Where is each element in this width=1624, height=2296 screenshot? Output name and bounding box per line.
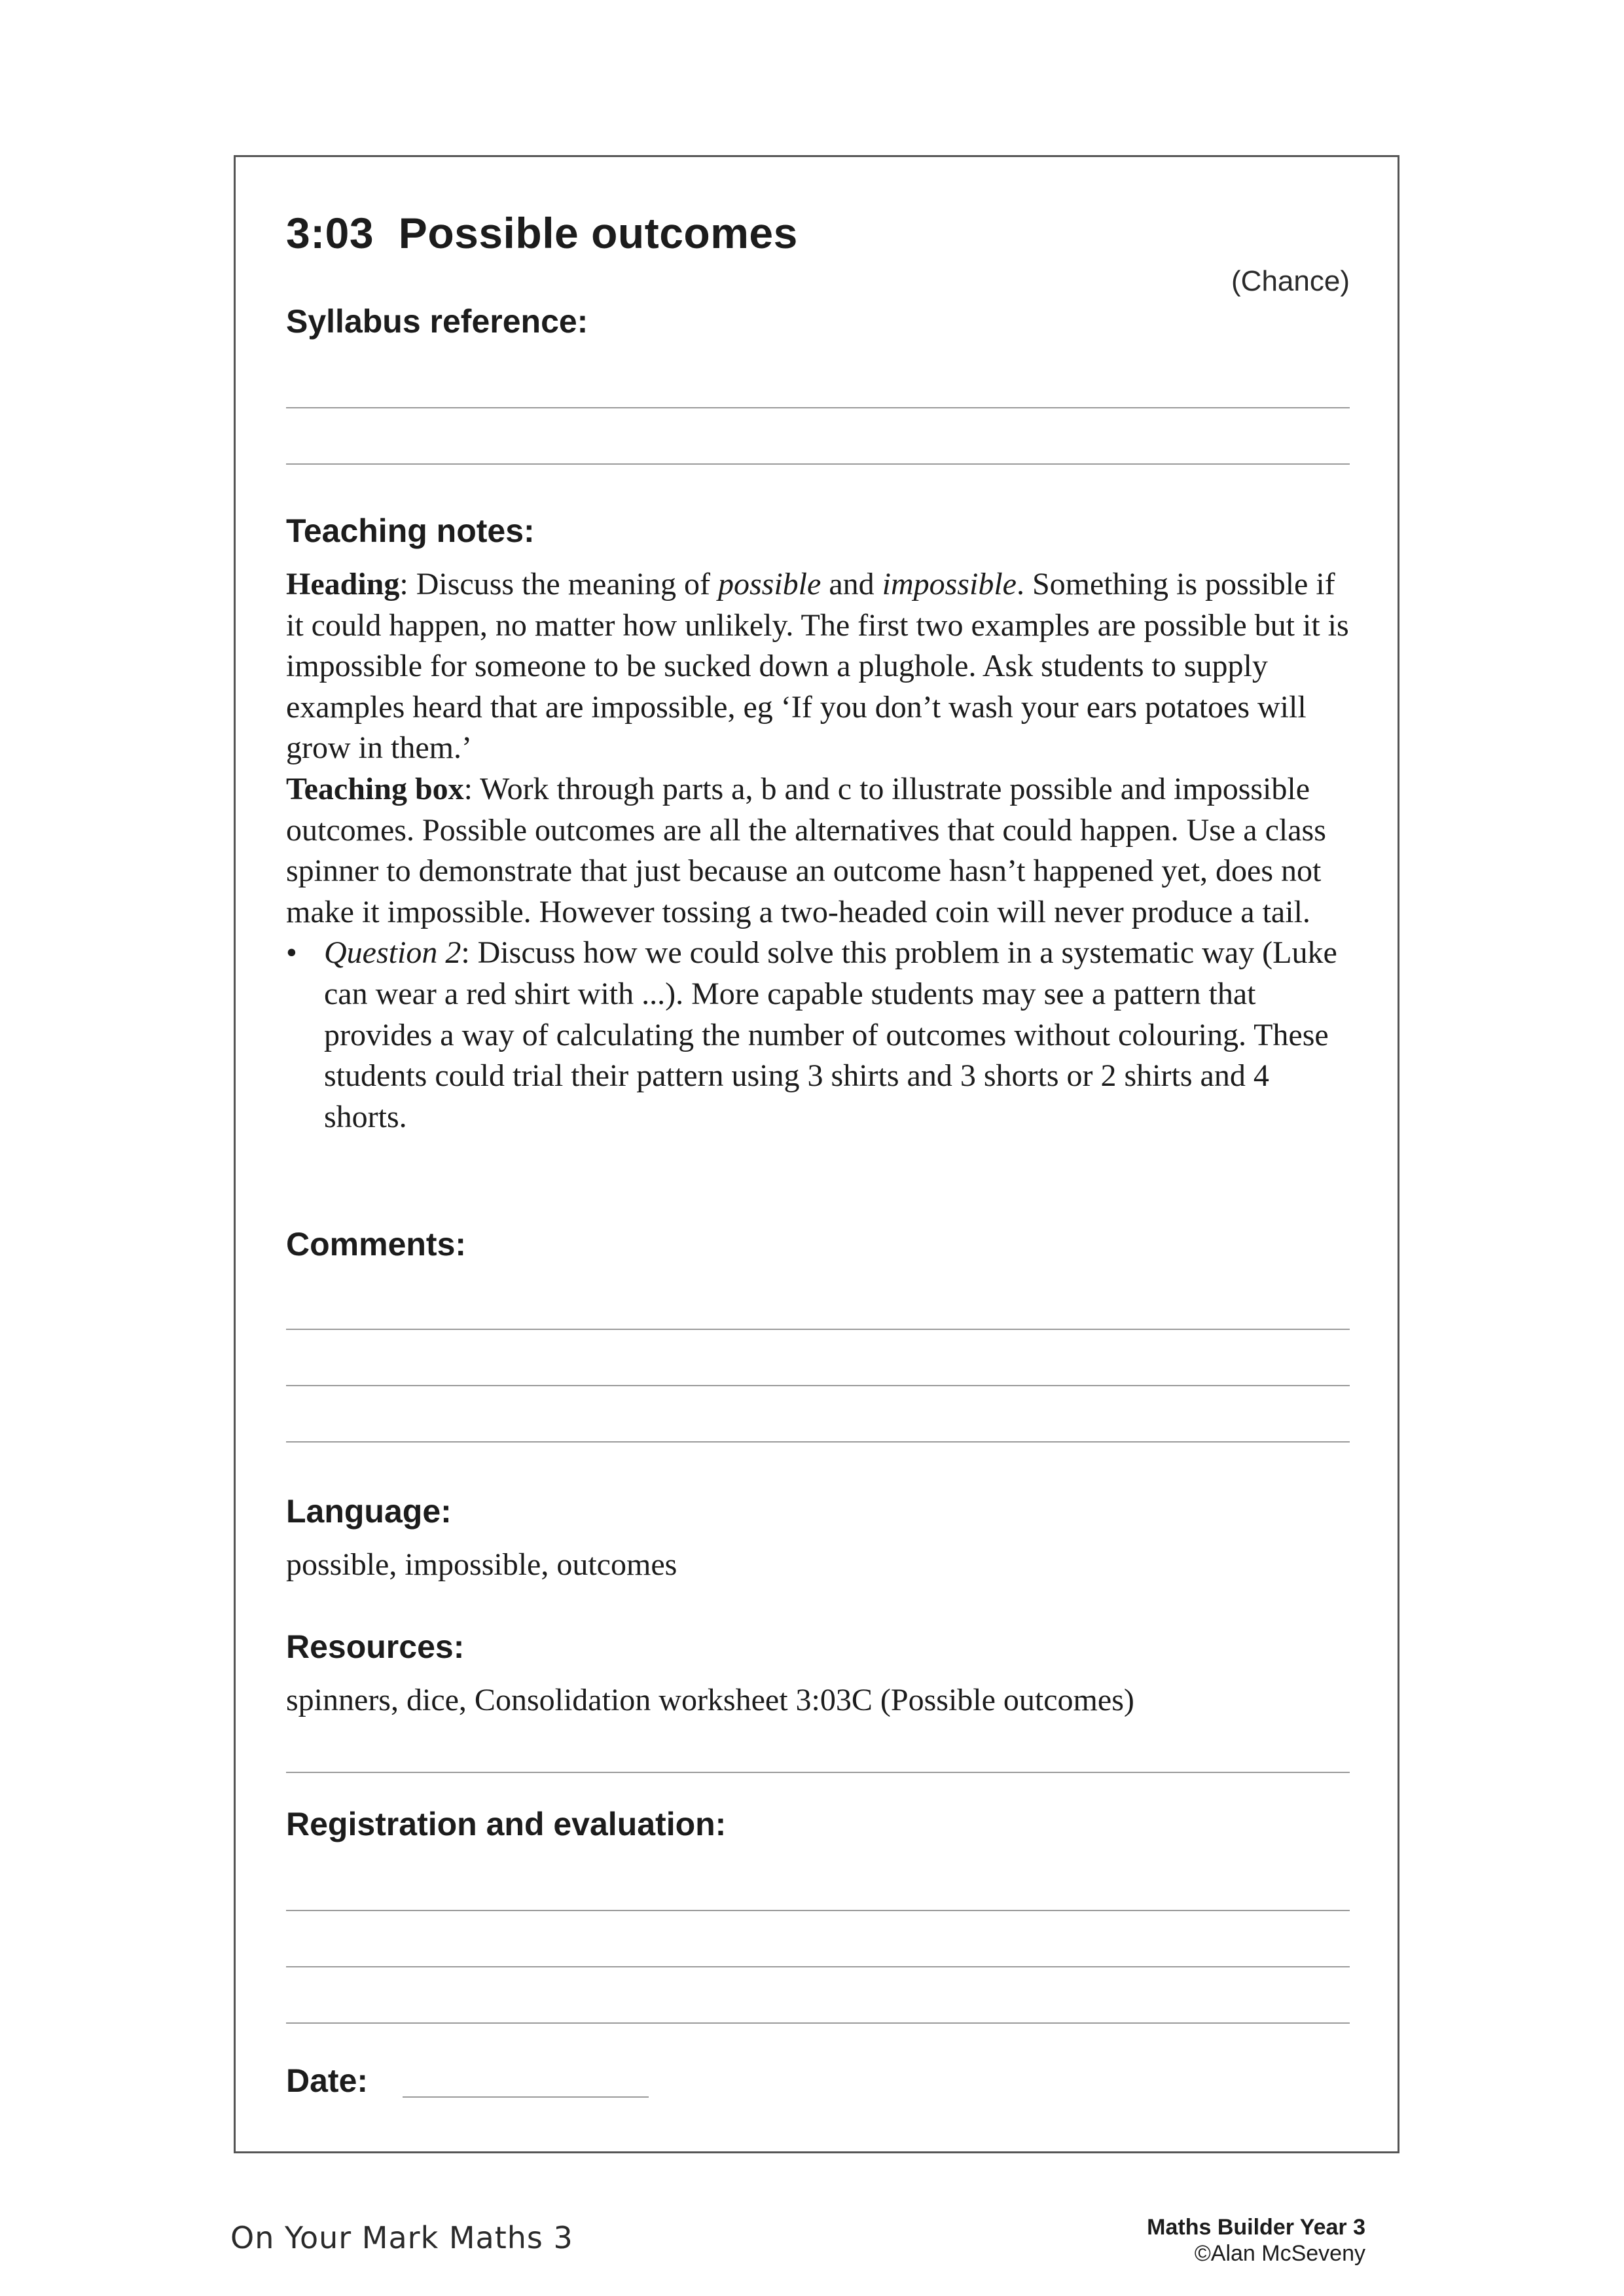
resources-text: spinners, dice, Consolidation worksheet 3:03C (Possible outcomes): [286, 1683, 1134, 1717]
question-2-note: • Question 2: Discuss how we could solve this problem in a systematic way (Luke can wear a red shirt with ...). More capable students may see a pattern that provides a way of calculating the number of outcomes without colouring. These students could trial their pattern using 3 shirts and 3 shorts or 2 shirts and 4 shorts.: [286, 933, 1360, 1138]
comments-line-1: [286, 1329, 1350, 1330]
syllabus-line-2: [286, 463, 1350, 465]
teaching-notes-heading: Teaching notes:: [286, 512, 535, 549]
comments-line-2: [286, 1385, 1350, 1386]
registration-line-1: [286, 1910, 1350, 1911]
footer-series-title: On Your Mark Maths 3: [230, 2220, 573, 2255]
date-label: Date:: [286, 2062, 369, 2099]
footer-credit: [1147, 2214, 1365, 2267]
comments-heading: Comments:: [286, 1226, 467, 1263]
registration-line-2: [286, 1966, 1350, 1967]
lesson-number: 3:03: [286, 209, 374, 257]
teaching-box-label: Teaching box: [286, 771, 464, 806]
date-line: [403, 2096, 649, 2098]
heading-note: Heading: Discuss the meaning of possible and impossible. Something is possible if it could happen, no matter how unlikely. The first two examples are possible but it is impossible for someone to be sucked down a plughole. Ask students to supply examples heard that are impossible, eg ‘If you don’t wash your ears potatoes will grow in them.’: [286, 567, 1349, 766]
page-border: [234, 155, 1399, 2153]
syllabus-line-1: [286, 407, 1350, 408]
registration-line-3: [286, 2022, 1350, 2024]
comments-line-3: [286, 1441, 1350, 1443]
resources-line: [286, 1772, 1350, 1773]
registration-heading: Registration and evaluation:: [286, 1806, 727, 1842]
bullet-icon: •: [286, 935, 297, 971]
syllabus-reference-heading: Syllabus reference:: [286, 303, 588, 340]
footer-copyright: ©Alan McSeveny: [1194, 2241, 1365, 2266]
strand-label: (Chance): [1231, 265, 1350, 297]
teaching-box-note: Teaching box: Work through parts a, b and c to illustrate possible and impossible outcomes. Possible outcomes are all the alternatives that could happen. Use a class spinner to demonstrate that just because an outcome hasn’t happened yet, does not make it impossible. However tossing a two-headed coin will never produce a tail.: [286, 771, 1326, 929]
heading-note-label: Heading: [286, 567, 400, 601]
footer-book-title: Maths Builder Year 3: [1147, 2215, 1365, 2240]
question-2-label: Question 2: [324, 935, 461, 971]
notes-bullet-list: [286, 933, 1360, 1138]
resources-heading: Resources:: [286, 1628, 465, 1665]
teaching-notes-body: [286, 564, 1360, 1138]
page-title: [286, 208, 798, 258]
lesson-title: Possible outcomes: [398, 209, 798, 257]
language-heading: Language:: [286, 1493, 452, 1530]
language-text: possible, impossible, outcomes: [286, 1547, 677, 1582]
